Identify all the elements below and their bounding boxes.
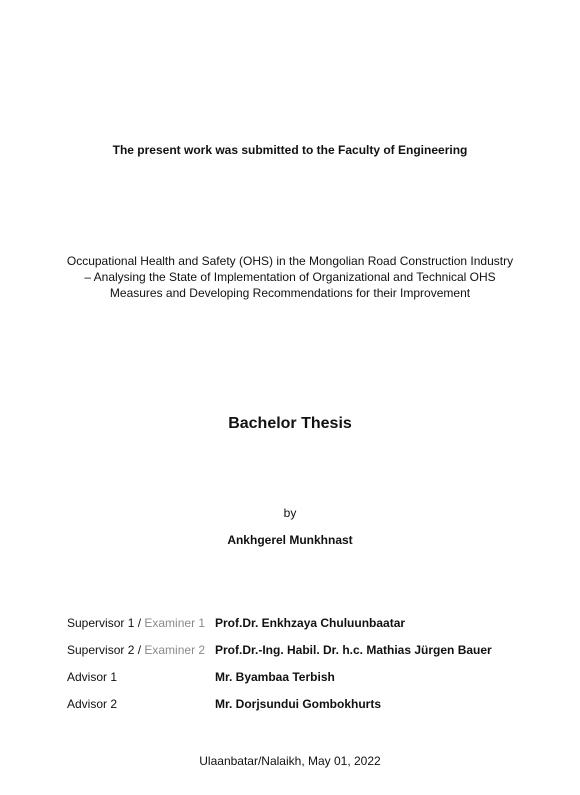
- supervisor-role: [67, 616, 205, 630]
- advisor-name: Mr. Byambaa Terbish: [215, 670, 335, 684]
- place-and-date: Ulaanbatar/Nalaikh, May 01, 2022: [199, 754, 381, 768]
- role-label: Supervisor 1 /: [67, 616, 145, 630]
- thesis-topic: [0, 253, 580, 301]
- supervisor-name: Prof.Dr. Enkhzaya Chuluunbaatar: [215, 616, 406, 630]
- supervisor-name: Prof.Dr.-Ing. Habil. Dr. h.c. Mathias Jürgen Bauer: [215, 643, 492, 657]
- topic-line: – Analysing the State of Implementation of Organizational and Technical OHS: [84, 270, 496, 284]
- author-name: Ankhgerel Munkhnast: [227, 533, 353, 547]
- role-label: Supervisor 2 /: [67, 643, 145, 657]
- by-label: by: [283, 506, 297, 520]
- supervisor-role: [67, 643, 205, 657]
- advisor-role: Advisor 2: [67, 697, 118, 711]
- topic-line: Occupational Health and Safety (OHS) in the Mongolian Road Construction Industry: [66, 254, 514, 268]
- examiner-label: Examiner 1: [144, 616, 206, 630]
- advisor-name: Mr. Dorjsundui Gombokhurts: [215, 697, 382, 711]
- submission-note: The present work was submitted to the Faculty of Engineering: [112, 143, 468, 157]
- advisor-role: Advisor 1: [67, 670, 118, 684]
- thesis-type-heading: Bachelor Thesis: [228, 415, 352, 432]
- topic-line: Measures and Developing Recommendations for their Improvement: [109, 286, 471, 300]
- examiner-label: Examiner 2: [144, 643, 206, 657]
